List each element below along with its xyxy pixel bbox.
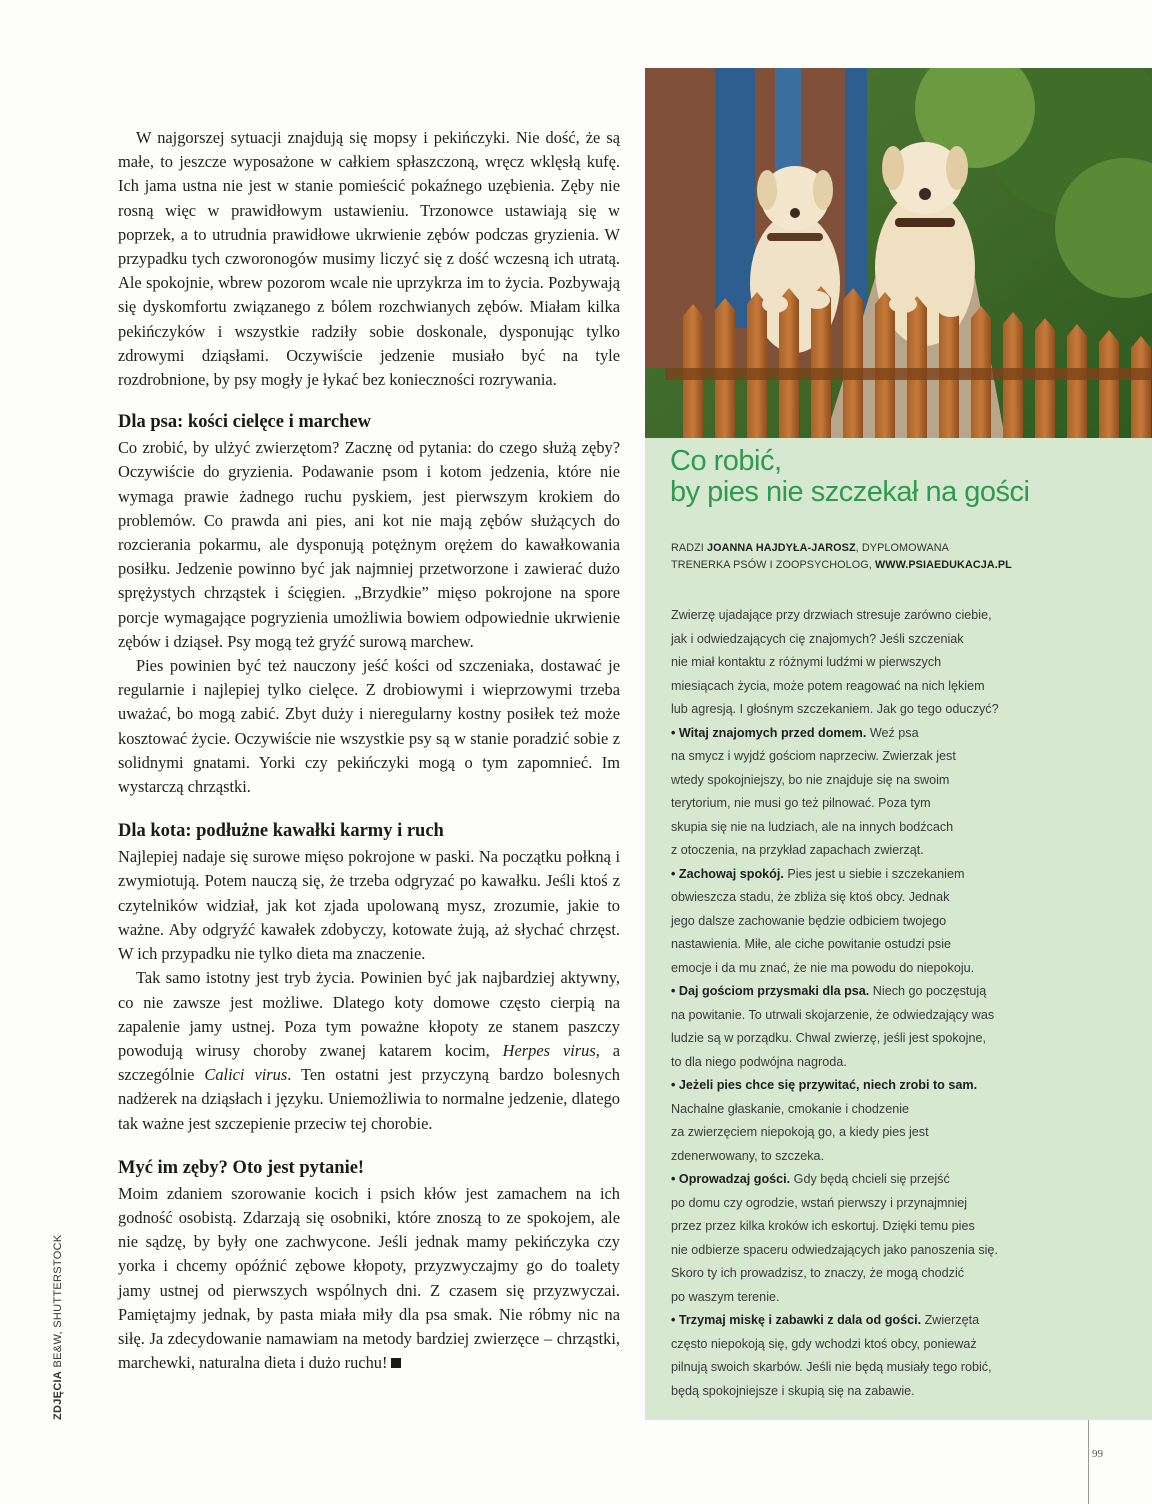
photo-credit — [52, 1235, 64, 1420]
tip-text: skupia się nie na ludziach, ale na innych bodźcach — [671, 819, 954, 834]
credit-text: BE&W, SHUTTERSTOCK — [52, 1234, 64, 1371]
text-run: Tak samo istotny jest tryb życia. Powinien być jak najbardziej aktywny, co nie zawsze jest możliwe. Dlatego koty domowe często cierpią na zapalenie jamy ustnej. Poza tym poważne kłopoty ze stanem paszczy powodują wirusy choroby zwanej katarem kocim, — [118, 968, 620, 1060]
tip-text: Gdy będą chcieli się przejść — [790, 1172, 950, 1186]
tip-text: często niepokoją się, gdy wchodzi ktoś obcy, ponieważ — [671, 1336, 977, 1351]
tip-text: jego dalsze zachowanie będzie odbiciem twojego — [671, 913, 947, 928]
sidebar-line — [671, 957, 1051, 981]
sidebar-line — [671, 792, 1051, 816]
section-heading: Myć im zęby? Oto jest pytanie! — [118, 1157, 365, 1178]
tip-text: zdenerwowany, to szczeka. — [671, 1148, 825, 1163]
sidebar-line — [671, 698, 1051, 722]
italic-term: Calici virus — [204, 1065, 288, 1085]
tip-text: terytorium, nie musi go też pilnować. Poza tym — [671, 796, 931, 810]
tip-text: Zwierzęta — [921, 1313, 980, 1327]
page-number-rule — [1088, 1420, 1089, 1504]
sidebar-line — [671, 722, 1051, 746]
sidebar-line — [671, 1098, 1051, 1122]
end-of-article-mark — [391, 1358, 401, 1368]
sidebar-title-line: by pies nie szczekał na gości — [670, 476, 1030, 508]
sidebar-line — [671, 863, 1051, 887]
section-heading: Dla psa: kości cielęce i marchew — [118, 412, 371, 433]
author-website: WWW.PSIAEDUKACJA.PL — [874, 559, 1012, 571]
author-name: JOANNA HAJDYŁA-JAROSZ — [707, 542, 856, 554]
sidebar-line — [671, 1215, 1051, 1239]
text-run: . Ten ostatni jest przyczyną bardzo bolesnych nadżerek na dziąsłach i języku. Uniemożliwia to normalne jedzenie, dlatego tak ważne jest szczepienie przeciw tej chorobie. — [118, 1065, 620, 1133]
sidebar-byline — [671, 540, 1131, 574]
sidebar-line — [671, 910, 1051, 934]
tip-text: Skoro ty ich prowadzisz, to znaczy, że mogą chodzić — [671, 1266, 965, 1280]
text-run: , a szczególnie — [118, 1040, 620, 1085]
sidebar-line — [671, 839, 1051, 863]
tip-text: wtedy spokojniejszy, bo nie znajduje się na swoim — [671, 772, 950, 787]
tip-text: Nachalne głaskanie, cmokanie i chodzenie — [671, 1101, 910, 1116]
tip-heading: • Zachowaj spokój. — [671, 866, 784, 881]
tip-text: nie odbierze spaceru odwiedzających jako panoszenia się. — [671, 1242, 998, 1257]
sidebar-title-line: Co robić, — [670, 445, 782, 477]
tip-text: pilnują swoich skarbów. Jeśli nie będą musiały tego robić, — [671, 1360, 992, 1374]
tip-text: Zwierzę ujadające przy drzwiach stresuje zarówno ciebie, — [671, 608, 992, 622]
article-paragraph: Pies powinien być też nauczony jeść kości od szczeniaka, dostawać je regularnie i najlepiej tylko cielęce. Z drobiowymi i wieprzowymi trzeba uważać, bo mogą zabić. Zbyt duży i nieregularny kostny posiłek też może kosztować życie. Oczywiście nie wszystkie psy są w stanie poradzić sobie z solidnymi gnatami. Yorki czy pekińczyki mogą o tym zapomnieć. Im wystarczą chrząstki. — [118, 656, 620, 797]
tip-text: przez przez kilka kroków ich eskortuj. Dzięki temu pies — [671, 1219, 975, 1233]
tip-text: na powitanie. To utrwali skojarzenie, że odwiedzający was — [671, 1007, 995, 1022]
article-paragraph: Najlepiej nadaje się surowe mięso pokrojone w paski. Na początku połkną i zwymiotują. Potem nauczą się, że trzeba odgryzać po kawałku. Jeśli ktoś z czytelników widział, jak kot zjada upolowaną mysz, zrozumie, jakie to ważne. Aby odgryźć kawałek zdobyczy, kotowate żują, aż słychać chrzęst. W ich przypadku nie tylko dieta ma znaczenie. — [118, 847, 620, 964]
sidebar-line — [671, 1333, 1051, 1357]
tip-heading: • Oprowadzaj gości. — [671, 1172, 791, 1186]
sidebar-line — [671, 1286, 1051, 1310]
tip-text: nastawienia. Miłe, ale ciche powitanie ostudzi psie — [671, 937, 952, 951]
tip-heading: • Jeżeli pies chce się przywitać, niech zrobi to sam. — [671, 1078, 978, 1092]
page-number: 99 — [1092, 1448, 1103, 1460]
tip-text: miesiącach życia, może potem reagować na nich lękiem — [671, 678, 985, 693]
sidebar-body — [671, 604, 1051, 1403]
tip-heading: • Witaj znajomych przed domem. — [671, 725, 867, 740]
byline-text: TRENERKA PSÓW I ZOOPSYCHOLOG, — [671, 559, 875, 571]
sidebar-line — [671, 1145, 1051, 1169]
sidebar-line — [671, 745, 1051, 769]
byline-prefix: RADZI — [671, 542, 707, 554]
tips-sidebar — [645, 438, 1152, 1420]
article-paragraph: Co zrobić, by ulżyć zwierzętom? Zacznę od pytania: do czego służą zęby? Oczywiście do gryzienia. Podawanie psom i kotom jedzenia, które nie wymaga prawie żadnego ruchu pyskiem, jest pierwszym krokiem do problemów. Co prawda ani pies, ani kot nie mają zębów służących do rozcierania pokarmu, ale dysponują potężnym orężem do kawałkowania posiłku. Jedzenie powinno być jak najmniej przetworzone i zawierać dużo sprężystych chrząstek i ścięgien. „Brzydkie” mięso pokrojone na spore porcje wymagające pogryzienia umożliwia bowiem odpowiednie ukrwienie zębów i dziąseł. Psy mogą też gryźć surową marchew. — [118, 438, 620, 651]
dogs-photo — [645, 68, 1152, 438]
sidebar-line — [671, 769, 1051, 793]
sidebar-line — [671, 1356, 1051, 1380]
tip-text: jak i odwiedzających cię znajomych? Jeśli szczeniak — [671, 631, 964, 646]
byline-text: , DYPLOMOWANA — [855, 542, 949, 554]
tip-text: z otoczenia, na przykład zapachach zwierząt. — [671, 843, 924, 857]
sidebar-line — [671, 628, 1051, 652]
sidebar-title — [670, 446, 1029, 508]
sidebar-line — [671, 886, 1051, 910]
sidebar-line — [671, 1121, 1051, 1145]
sidebar-line — [671, 1239, 1051, 1263]
tip-text: obwieszcza stadu, że zbliża się ktoś obcy. Jednak — [671, 890, 950, 904]
article-column — [118, 126, 620, 1375]
sidebar-line — [671, 675, 1051, 699]
italic-term: Herpes virus — [502, 1040, 596, 1060]
tip-text: Niech go poczęstują — [869, 984, 987, 998]
tip-heading: • Daj gościom przysmaki dla psa. — [671, 984, 870, 998]
tip-text: lub agresją. I głośnym szczekaniem. Jak go tego oduczyć? — [671, 702, 999, 716]
section-heading: Dla kota: podłużne kawałki karmy i ruch — [118, 821, 444, 842]
sidebar-line — [671, 651, 1051, 675]
sidebar-line — [671, 1027, 1051, 1051]
tip-text: nie miał kontaktu z różnymi ludźmi w pierwszych — [671, 655, 942, 669]
sidebar-line — [671, 604, 1051, 628]
sidebar-line — [671, 1004, 1051, 1028]
text-run: Moim zdaniem szorowanie kocich i psich kłów jest zamachem na ich godność osobistą. Zdarzają się osobniki, które znoszą to ze spokojem, ale nie sądzę, by były one zachwycone. Jeśli jednak mamy pekińczyka czy yorka i chcemy opóźnić zębowe kłopoty, przyzwyczajmy go do toalety jamy ustnej od pierwszych wspólnych dni. Z czasem się przyzwyczai. Pamiętajmy jednak, by pasta miała miły dla psa smak. Nie róbmy nic na siłę. Ja zdecydowanie namawiam na metody bardziej zwierzęce – chrząstki, marchewki, naturalna dieta i dużo ruchu! — [118, 1183, 620, 1373]
tip-text: po domu czy ogrodzie, wstań pierwszy i przynajmniej — [671, 1195, 968, 1210]
tip-text: na smycz i wyjdź gościom naprzeciw. Zwierzak jest — [671, 749, 956, 763]
sidebar-line — [671, 980, 1051, 1004]
credit-label: ZDJĘCIA — [52, 1370, 64, 1420]
tip-text: emocje i da mu znać, że nie ma powodu do niepokoju. — [671, 960, 975, 975]
tip-text: po waszym terenie. — [671, 1289, 780, 1304]
sidebar-line — [671, 1074, 1051, 1098]
tip-text: Weź psa — [866, 725, 919, 740]
sidebar-line — [671, 1380, 1051, 1404]
sidebar-line — [671, 1262, 1051, 1286]
tip-text: będą spokojniejsze i skupią się na zabawie. — [671, 1383, 915, 1398]
tip-text: ludzie są w porządku. Chwal zwierzę, jeśli jest spokojne, — [671, 1031, 986, 1045]
sidebar-line — [671, 1051, 1051, 1075]
tip-text: Pies jest u siebie i szczekaniem — [783, 866, 965, 881]
article-paragraph — [118, 966, 620, 1135]
sidebar-line — [671, 1192, 1051, 1216]
tip-text: to dla niego podwójna nagroda. — [671, 1054, 847, 1069]
sidebar-line — [671, 1309, 1051, 1333]
dogs-behind-fence-illustration — [645, 68, 1152, 438]
tip-text: za zwierzęciem niepokoją go, a kiedy pies jest — [671, 1125, 929, 1139]
sidebar-line — [671, 1168, 1051, 1192]
tip-heading: • Trzymaj miskę i zabawki z dala od gości. — [671, 1313, 922, 1327]
article-paragraph — [118, 1182, 620, 1376]
article-paragraph: W najgorszej sytuacji znajdują się mopsy i pekińczyki. Nie dość, że są małe, to jeszcze wyposażone w całkiem spłaszczoną, wręcz wklęsłą kufę. Ich jama ustna nie jest w stanie pomieścić pokaźnego uzębienia. Zęby nie rosną więc w prawidłowym ustawieniu. Trzonowce ustawiają się w poprzek, a to utrudnia prawidłowe ukrwienie zębów podczas gryzienia. W przypadku tych czworonogów musimy liczyć się z dość wczesną ich utratą. Ale spokojnie, wbrew pozorom wcale nie uprzykrza im to życia. Pozbywają się dyskomfortu związanego z bólem rozchwianych zębów. Miałam kilka pekińczyków i wszystkie radziły sobie doskonale, dysponując tylko zdrowymi dziąsłami. Oczywiście jedzenie musiało być na tyle rozdrobnione, by psy mogły je łykać bez konieczności rozrywania. — [118, 128, 620, 390]
sidebar-line — [671, 816, 1051, 840]
sidebar-line — [671, 933, 1051, 957]
